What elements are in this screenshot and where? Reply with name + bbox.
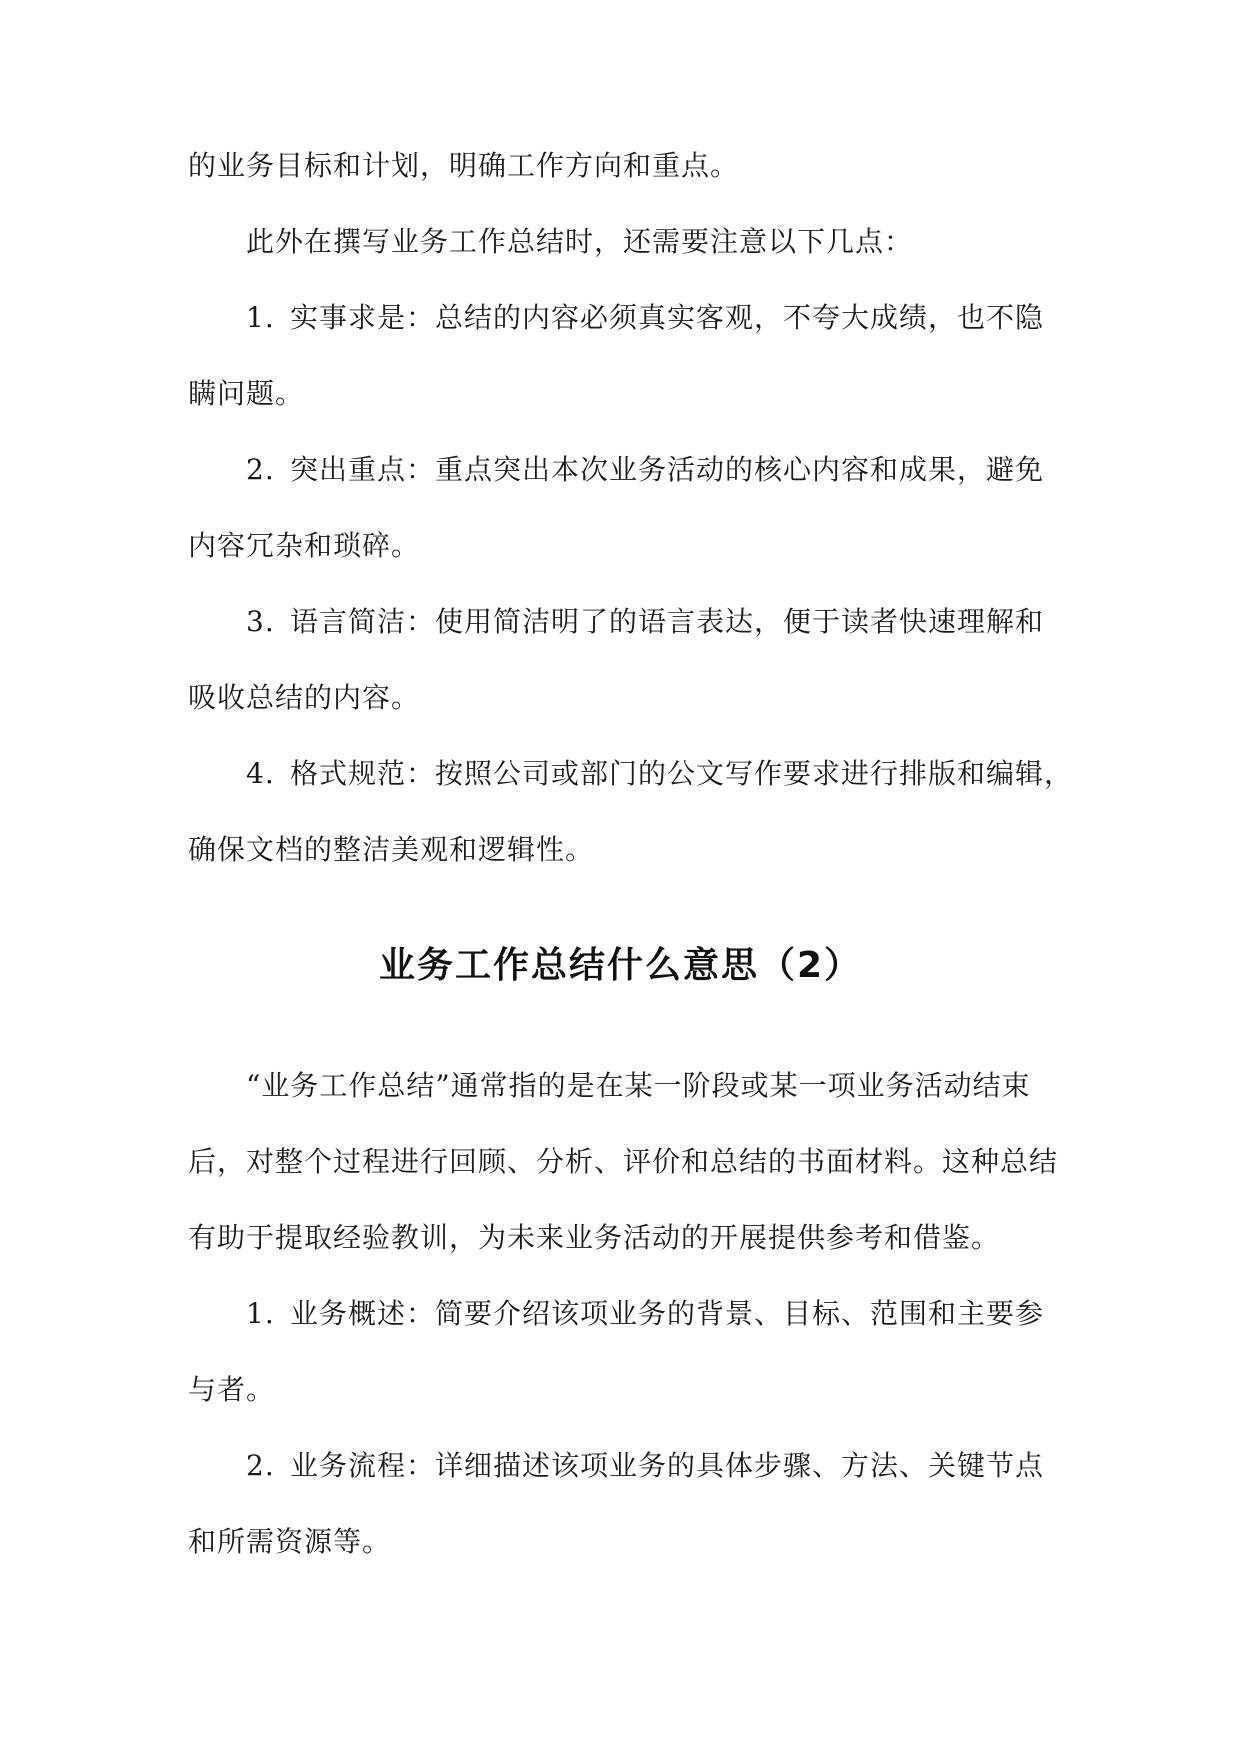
- list-item: [246, 452, 1044, 488]
- list-item-text: 格式规范：按照公司或部门的公文写作要求进行排版和编辑，: [290, 757, 1074, 790]
- list-item-number: 2.: [246, 1449, 275, 1482]
- list-item-continuation: 吸收总结的内容。: [188, 681, 421, 714]
- paragraph-line: 的业务目标和计划，明确工作方向和重点。: [188, 149, 740, 182]
- list-item-text: 实事求是：总结的内容必须真实客观，不夸大成绩，也不隐: [290, 301, 1045, 334]
- list-item: [246, 300, 1044, 336]
- paragraph-line: 后，对整个过程进行回顾、分析、评价和总结的书面材料。这种总结: [188, 1145, 1059, 1178]
- list-item-number: 1.: [246, 301, 275, 334]
- section-title: 业务工作总结什么意思（2）: [378, 945, 863, 986]
- list-item: [246, 1448, 1044, 1484]
- paragraph-line: “业务工作总结”通常指的是在某一阶段或某一项业务活动结束: [246, 1069, 1031, 1102]
- list-item: [246, 756, 1073, 792]
- list-item-continuation: 与者。: [188, 1373, 276, 1406]
- list-item-text: 业务流程：详细描述该项业务的具体步骤、方法、关键节点: [290, 1449, 1045, 1482]
- list-item-number: 3.: [246, 605, 275, 638]
- list-item-text: 突出重点：重点突出本次业务活动的核心内容和成果，避免: [290, 453, 1045, 486]
- list-item-text: 语言简洁：使用简洁明了的语言表达，便于读者快速理解和: [290, 605, 1045, 638]
- list-item-continuation: 瞒问题。: [188, 377, 305, 410]
- list-item: [246, 604, 1044, 640]
- list-item-continuation: 和所需资源等。: [188, 1525, 392, 1558]
- notes-intro: 此外在撰写业务工作总结时，还需要注意以下几点：: [246, 225, 914, 258]
- list-item: [246, 1296, 1044, 1332]
- list-item-number: 1.: [246, 1297, 275, 1330]
- list-item-continuation: 确保文档的整洁美观和逻辑性。: [188, 833, 595, 866]
- list-item-number: 2.: [246, 453, 275, 486]
- list-item-text: 业务概述：简要介绍该项业务的背景、目标、范围和主要参: [290, 1297, 1045, 1330]
- list-item-number: 4.: [246, 757, 275, 790]
- list-item-continuation: 内容冗杂和琐碎。: [188, 529, 421, 562]
- paragraph-line: 有助于提取经验教训，为未来业务活动的开展提供参考和借鉴。: [188, 1221, 1001, 1254]
